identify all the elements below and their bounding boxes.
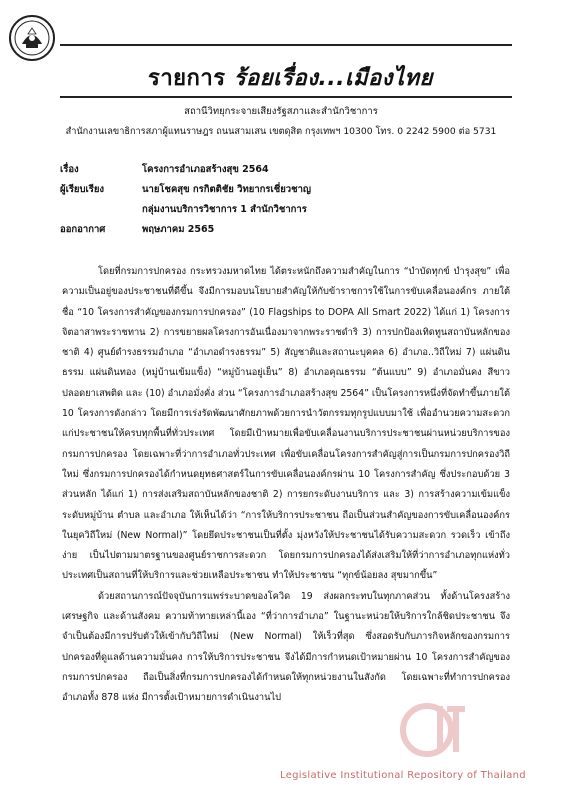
topic-row <box>60 162 520 182</box>
author-value: นายโชคสุข กรกิตติชัย วิทยากรเชี่ยวชาญ <box>142 184 311 195</box>
repository-logo-icon <box>397 700 469 758</box>
parliament-emblem-icon <box>8 14 56 62</box>
author-row <box>60 182 520 202</box>
topic-label: เรื่อง <box>60 164 79 175</box>
header-rule-top <box>60 44 512 46</box>
group-row <box>60 202 520 222</box>
program-title: รายการ ร้อยเรื่อง...เมืองไทย <box>148 66 433 91</box>
date-label: ออกอากาศ <box>60 224 106 235</box>
article-body <box>62 262 510 709</box>
office-address: สำนักงานเลขาธิการสภาผู้แทนราษฎร ถนนสามเสน เขตดุสิต กรุงเทพฯ 10300 โทร. 0 2242 5900 ต่อ 5731 <box>65 126 497 137</box>
station-name: สถานีวิทยุกระจายเสียงรัฐสภาและสำนักวิชาการ <box>184 106 378 117</box>
header-rule-bottom <box>60 96 512 98</box>
date-row <box>60 222 520 242</box>
topic-value: โครงการอำเภอสร้างสุข 2564 <box>142 164 269 175</box>
paragraph-2: ด้วยสถานการณ์ปัจจุบันการแพร่ระบาดของโควิด 19 ส่งผลกระทบในทุกภาคส่วน ทั้งด้านโครงสร้างเศรษฐกิจ และด้านสังคม ความท้าทายเหล่านี้เอง “ที่ว่าการอำเภอ” ในฐานะหน่วยให้บริการใกล้ชิดประชาชน จึงจำเป็นต้องมีการปรับตัวให้เข้ากับวิถีใหม่ (New Normal) ให้เร็วที่สุด ซึ่งสอดรับกับภารกิจหลักของกรมการปกครองที่ดูแลด้านความมั่นคง การให้บริการประชาชน จึงได้มีการกำหนดเป้าหมายผ่าน 10 โครงการสำคัญของกรมการปกครอง ถือเป็นสิ่งที่กรมการปกครองได้กำหนดให้ทุกหน่วยงานในสังกัด โดยเฉพาะที่ทำการปกครองอำเภอทั้ง 878 แห่ง มีการตั้งเป้าหมายการดำเนินงานไป <box>62 590 510 704</box>
group-value: กลุ่มงานบริการวิชาการ 1 สำนักวิชาการ <box>142 204 307 215</box>
document-meta <box>60 162 520 242</box>
paragraph-1: โดยที่กรมการปกครอง กระทรวงมหาดไทย ได้ตระหนักถึงความสำคัญในการ “บำบัดทุกข์ บำรุงสุข” เพื่อความเป็นอยู่ของประชาชนที่ดีขึ้น จึงมีการมอบนโยบายสำคัญให้กับข้าราชการใช้ในการขับเคลื่อนองค์กร ภายใต้ชื่อ “10 โครงการสำคัญของกรมการปกครอง” (10 Flagships to DOPA All Smart 2022) ได้แก่ 1) โครงการจิตอาสาพระราชทาน 2) การขยายผลโครงการอันเนื่องมาจากพระราชดำริ 3) การปกป้องเทิดทูนสถาบันหลักของชาติ 4) ศูนย์ดำรงธรรมอำเภอ “อำเภอดำรงธรรม” 5) สัญชาติและสถานะบุคคล 6) อำเภอ..วิถีใหม่ 7) แผ่นดินธรรม แผ่นดินทอง (หมู่บ้านเข้มแข็ง) “หมู่บ้านอยู่เย็น” 8) อำเภอคุณธรรม “ต้นแบบ” 9) อำเภอมั่นคง สีขาว ปลอดยาเสพติด และ (10) อำเภอมั่งคั่ง ส่วน “โครงการอำเภอสร้างสุข 2564” เป็นโครงการหนึ่งที่จัดทำขึ้นภายใต้ 10 โครงการดังกล่าว โดยมีการเร่งรัดพัฒนาศักยภาพด้วยการนำวัตกรรมทุกรูปแบบมาใช้ เพื่ออำนวยความสะดวกแก่ประชาชนให้ครบทุกพื้นที่ทั่วประเทศ โดยมีเป้าหมายเพื่อขับเคลื่อนงานบริการประชาชนผ่านหน่วยบริการของกรมการปกครอง โดยเฉพาะที่ว่าการอำเภอทั่วประเทศ เพื่อขับเคลื่อนโครงการสำคัญสู่การเป็นกรมการปกครองวิถีใหม่ ซึ่งกรมการปกครองได้กำหนดยุทธศาสตร์ในการขับเคลื่อนองค์กรผ่าน 10 โครงการสำคัญ ซึ่งประกอบด้วย 3 ส่วนหลัก ได้แก่ 1) การส่งเสริมสถาบันหลักของชาติ 2) การยกระดับงานบริการ และ 3) การสร้างความเข้มแข็งระดับหมู่บ้าน ตำบล และอำเภอ ให้เห็นได้ว่า “การให้บริการประชาชน ถือเป็นส่วนสำคัญของการขับเคลื่อนองค์กรในยุควิถีใหม่ (New Normal)” โดยยึดประชาชนเป็นที่ตั้ง มุ่งหวังให้ประชาชนได้รับความสะดวก รวดเร็ว เข้าถึงง่าย เป็นไปตามมาตรฐานของศูนย์ราชการสะดวก โดยกรมการปกครองได้ส่งเสริมให้ที่ว่าการอำเภอทุกแห่งทั่วประเทศเป็นสถานที่ให้บริการและช่วยเหลือประชาชน ทำให้ประชาชน “ทุกข์น้อยลง สุขมากขึ้น” <box>62 266 510 582</box>
date-value: พฤษภาคม 2565 <box>142 224 215 235</box>
author-label: ผู้เรียบเรียง <box>60 184 105 195</box>
repository-watermark: Legislative Institutional Repository of Thailand <box>280 770 526 781</box>
